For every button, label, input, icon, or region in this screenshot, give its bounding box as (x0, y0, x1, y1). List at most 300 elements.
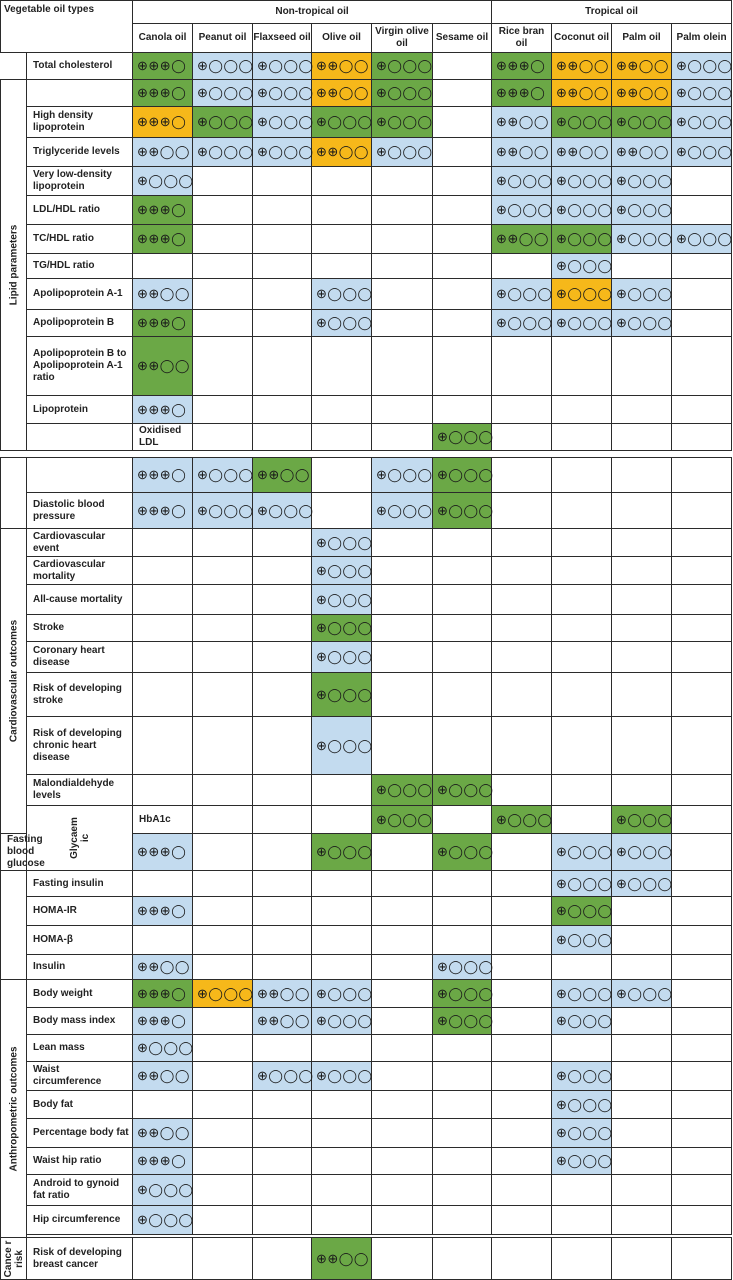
evidence-cell: ⊕⊕⊕◯ (133, 225, 193, 254)
evidence-cell (372, 1206, 433, 1235)
evidence-cell: ⊕◯◯◯ (253, 1062, 312, 1091)
evidence-cell (492, 529, 552, 557)
evidence-cell (253, 1175, 312, 1206)
evidence-cell (672, 167, 732, 196)
evidence-cell: ⊕◯◯◯ (193, 493, 253, 529)
evidence-cell: ⊕◯◯◯ (552, 926, 612, 955)
evidence-cell (253, 642, 312, 673)
row-label: Apolipoprotein A-1 (27, 279, 133, 310)
evidence-cell (492, 897, 552, 926)
evidence-cell: ⊕◯◯◯ (612, 196, 672, 225)
col-header-canola: Canola oil (133, 24, 193, 53)
evidence-cell (372, 1091, 433, 1119)
col-header-palm-olein: Palm olein (672, 24, 732, 53)
evidence-cell (372, 585, 433, 615)
evidence-cell (433, 80, 492, 107)
evidence-cell (193, 225, 253, 254)
evidence-cell (372, 1062, 433, 1091)
evidence-cell (672, 1119, 732, 1148)
evidence-cell (372, 424, 433, 451)
evidence-cell (492, 557, 552, 585)
evidence-cell: ⊕◯◯◯ (612, 167, 672, 196)
evidence-cell (433, 585, 492, 615)
evidence-cell (433, 717, 492, 775)
evidence-cell: ⊕◯◯◯ (193, 53, 253, 80)
evidence-cell (253, 1035, 312, 1062)
evidence-cell (492, 1008, 552, 1035)
evidence-cell: ⊕◯◯◯ (552, 1148, 612, 1175)
evidence-cell (312, 254, 372, 279)
evidence-cell: ⊕⊕◯◯ (253, 980, 312, 1008)
col-header-palm: Palm oil (612, 24, 672, 53)
evidence-cell (612, 926, 672, 955)
evidence-cell: ⊕◯◯◯ (372, 775, 433, 806)
evidence-cell (372, 196, 433, 225)
evidence-cell (612, 615, 672, 642)
table-row (1, 615, 732, 642)
row-label: Waist hip ratio (27, 1148, 133, 1175)
evidence-cell (612, 337, 672, 396)
evidence-cell (492, 673, 552, 717)
evidence-cell (372, 310, 433, 337)
evidence-cell: ⊕⊕⊕◯ (133, 107, 193, 138)
evidence-cell (372, 871, 433, 897)
evidence-cell (612, 955, 672, 980)
evidence-cell: ⊕◯◯◯ (372, 493, 433, 529)
evidence-cell (552, 585, 612, 615)
table-row (1, 1008, 732, 1035)
evidence-cell (672, 529, 732, 557)
evidence-cell (193, 1119, 253, 1148)
table-row (1, 1175, 732, 1206)
table-row (1, 80, 732, 107)
row-label: TG/HDL ratio (27, 254, 133, 279)
table-row (1, 107, 732, 138)
evidence-cell (433, 642, 492, 673)
evidence-cell (253, 1119, 312, 1148)
evidence-cell (433, 529, 492, 557)
evidence-cell: ⊕⊕⊕◯ (133, 196, 193, 225)
evidence-cell: ⊕◯◯◯ (312, 310, 372, 337)
evidence-cell (193, 1148, 253, 1175)
evidence-cell (253, 717, 312, 775)
evidence-cell (253, 310, 312, 337)
evidence-cell (312, 955, 372, 980)
evidence-cell (612, 396, 672, 424)
evidence-cell: ⊕◯◯◯ (372, 107, 433, 138)
evidence-cell: ⊕◯◯◯ (133, 1206, 193, 1235)
evidence-cell (492, 1119, 552, 1148)
evidence-cell: ⊕◯◯◯ (492, 806, 552, 834)
evidence-cell: ⊕◯◯◯ (193, 458, 253, 493)
row-label: High density lipoprotein (27, 107, 133, 138)
evidence-cell: ⊕◯◯◯ (312, 1008, 372, 1035)
evidence-cell: ⊕◯◯◯ (672, 80, 732, 107)
group-header-tropical: Tropical oil (492, 1, 732, 24)
evidence-cell (672, 585, 732, 615)
evidence-cell (193, 254, 253, 279)
evidence-cell (372, 557, 433, 585)
row-label: Very low-density lipoprotein (27, 167, 133, 196)
evidence-cell (193, 1008, 253, 1035)
evidence-cell: ⊕◯◯◯ (433, 955, 492, 980)
col-header-sesame: Sesame oil (433, 24, 492, 53)
row-label: Stroke (27, 615, 133, 642)
evidence-cell (552, 1206, 612, 1235)
evidence-cell (312, 806, 372, 834)
evidence-cell (312, 1148, 372, 1175)
evidence-cell (672, 310, 732, 337)
evidence-cell (433, 1148, 492, 1175)
row-label: Cardiovascular mortality (27, 557, 133, 585)
row-label: Percentage body fat (27, 1119, 133, 1148)
evidence-cell (133, 615, 193, 642)
evidence-cell (672, 1238, 732, 1280)
row-label: Waist circumference (27, 1062, 133, 1091)
evidence-cell (312, 1206, 372, 1235)
evidence-cell (433, 871, 492, 897)
evidence-cell (433, 926, 492, 955)
evidence-cell: ⊕⊕◯◯ (312, 138, 372, 167)
evidence-cell (193, 642, 253, 673)
evidence-cell (612, 642, 672, 673)
row-label: All-cause mortality (27, 585, 133, 615)
evidence-cell: ⊕◯◯◯ (253, 107, 312, 138)
table-row (1, 279, 732, 310)
evidence-cell (612, 585, 672, 615)
evidence-cell (552, 1175, 612, 1206)
row-label: Diastolic blood pressure (27, 493, 133, 529)
evidence-cell: ⊕◯◯◯ (672, 225, 732, 254)
row-label: Insulin (27, 955, 133, 980)
evidence-cell: ⊕⊕⊕◯ (133, 396, 193, 424)
evidence-cell (552, 1035, 612, 1062)
evidence-cell: ⊕⊕⊕◯ (133, 310, 193, 337)
row-label: LDL/HDL ratio (27, 196, 133, 225)
evidence-cell (193, 1062, 253, 1091)
evidence-cell (433, 396, 492, 424)
evidence-cell (193, 806, 253, 834)
evidence-cell (253, 1148, 312, 1175)
category-lipid: Lipid parameters (1, 80, 27, 451)
evidence-cell (433, 225, 492, 254)
evidence-cell (492, 1091, 552, 1119)
evidence-cell (372, 396, 433, 424)
evidence-cell: ⊕⊕⊕◯ (133, 458, 193, 493)
evidence-cell (433, 1119, 492, 1148)
evidence-cell (193, 196, 253, 225)
table-row (1, 1091, 732, 1119)
evidence-cell (193, 871, 253, 897)
evidence-cell (372, 254, 433, 279)
evidence-cell (372, 673, 433, 717)
evidence-cell (552, 615, 612, 642)
evidence-cell (552, 955, 612, 980)
evidence-cell: ⊕⊕⊕◯ (133, 1008, 193, 1035)
table-row (1, 254, 732, 279)
evidence-cell: ⊕◯◯◯ (552, 167, 612, 196)
spacer-row (1, 451, 732, 458)
evidence-cell: ⊕⊕◯◯ (253, 458, 312, 493)
evidence-cell (433, 1062, 492, 1091)
evidence-cell (552, 529, 612, 557)
evidence-cell: ⊕⊕◯◯ (133, 1062, 193, 1091)
evidence-cell (193, 897, 253, 926)
evidence-cell: ⊕◯◯◯ (372, 138, 433, 167)
evidence-cell (193, 717, 253, 775)
evidence-cell (372, 1119, 433, 1148)
evidence-cell (433, 279, 492, 310)
evidence-cell: ⊕◯◯◯ (253, 493, 312, 529)
evidence-cell: ⊕⊕⊕◯ (492, 53, 552, 80)
evidence-cell (253, 337, 312, 396)
evidence-cell: ⊕◯◯◯ (672, 53, 732, 80)
evidence-cell (672, 980, 732, 1008)
evidence-cell (133, 926, 193, 955)
evidence-cell (133, 871, 193, 897)
evidence-cell: ⊕◯◯◯ (133, 1035, 193, 1062)
evidence-cell: ⊕◯◯◯ (133, 1175, 193, 1206)
evidence-cell (672, 396, 732, 424)
evidence-cell: ⊕◯◯◯ (312, 1062, 372, 1091)
evidence-cell: ⊕◯◯◯ (372, 53, 433, 80)
category-insulin (1, 871, 27, 980)
evidence-cell (372, 1008, 433, 1035)
evidence-cell (612, 1035, 672, 1062)
evidence-cell (672, 1175, 732, 1206)
evidence-cell (253, 529, 312, 557)
evidence-cell (372, 1035, 433, 1062)
evidence-cell (193, 1175, 253, 1206)
category-anthro: Anthropometric outcomes (1, 980, 27, 1238)
evidence-cell (193, 529, 253, 557)
evidence-cell: ⊕⊕◯◯ (133, 279, 193, 310)
evidence-cell (672, 871, 732, 897)
evidence-cell: ⊕◯◯◯ (193, 107, 253, 138)
evidence-cell (672, 926, 732, 955)
evidence-cell: ⊕◯◯◯ (312, 615, 372, 642)
evidence-cell (492, 871, 552, 897)
evidence-cell (672, 1062, 732, 1091)
evidence-cell: ⊕◯◯◯ (433, 493, 492, 529)
evidence-cell (492, 585, 552, 615)
evidence-cell: ⊕◯◯◯ (552, 834, 612, 871)
evidence-cell (193, 615, 253, 642)
evidence-cell: ⊕◯◯◯ (312, 557, 372, 585)
evidence-cell (193, 834, 253, 871)
evidence-cell (193, 1035, 253, 1062)
table-row (1, 529, 732, 557)
evidence-cell (492, 1175, 552, 1206)
evidence-cell (253, 615, 312, 642)
evidence-cell (253, 254, 312, 279)
evidence-cell (552, 458, 612, 493)
evidence-cell: ⊕◯◯◯ (672, 107, 732, 138)
evidence-cell: ⊕⊕◯◯ (133, 138, 193, 167)
evidence-cell: ⊕◯◯◯ (552, 1091, 612, 1119)
evidence-cell: ⊕⊕◯◯ (552, 80, 612, 107)
evidence-cell: ⊕◯◯◯ (133, 167, 193, 196)
table-row (1, 1206, 732, 1235)
evidence-cell: ⊕◯◯◯ (552, 310, 612, 337)
evidence-cell (253, 806, 312, 834)
evidence-cell: ⊕◯◯◯ (552, 254, 612, 279)
evidence-cell (433, 337, 492, 396)
row-label: Fasting blood glucose (1, 834, 27, 871)
evidence-cell (492, 1238, 552, 1280)
evidence-cell (672, 458, 732, 493)
evidence-cell (193, 1091, 253, 1119)
evidence-cell: ⊕◯◯◯ (492, 279, 552, 310)
row-label: HOMA-IR (27, 897, 133, 926)
evidence-cell: ⊕⊕⊕◯ (133, 80, 193, 107)
evidence-cell: ⊕⊕◯◯ (492, 138, 552, 167)
evidence-cell (372, 834, 433, 871)
evidence-cell (612, 897, 672, 926)
row-label: Body fat (27, 1091, 133, 1119)
evidence-cell (672, 279, 732, 310)
evidence-cell (253, 585, 312, 615)
evidence-cell (253, 167, 312, 196)
evidence-cell (253, 557, 312, 585)
evidence-cell (612, 775, 672, 806)
table-row (1, 337, 732, 396)
evidence-cell (372, 337, 433, 396)
evidence-cell (372, 717, 433, 775)
evidence-cell (312, 897, 372, 926)
row-label: HbA1c (133, 806, 193, 834)
evidence-cell (253, 775, 312, 806)
table-row (1, 806, 732, 834)
row-label: Apolipoprotein B to Apolipoprotein A-1 ratio (27, 337, 133, 396)
evidence-cell: ⊕◯◯◯ (253, 138, 312, 167)
evidence-cell (552, 717, 612, 775)
evidence-cell (193, 673, 253, 717)
table-row (1, 557, 732, 585)
evidence-cell (672, 897, 732, 926)
row-label (27, 458, 133, 493)
evidence-cell (433, 1238, 492, 1280)
evidence-cell: ⊕⊕◯◯ (612, 138, 672, 167)
evidence-cell (552, 1238, 612, 1280)
evidence-cell (433, 557, 492, 585)
evidence-cell: ⊕⊕◯◯ (492, 107, 552, 138)
evidence-cell (312, 871, 372, 897)
table-row (1, 1148, 732, 1175)
evidence-cell (133, 529, 193, 557)
row-label: Body mass index (27, 1008, 133, 1035)
evidence-cell (133, 775, 193, 806)
evidence-cell (433, 196, 492, 225)
evidence-cell (372, 167, 433, 196)
row-label: Apolipoprotein B (27, 310, 133, 337)
evidence-cell (193, 955, 253, 980)
row-label: HOMA-β (27, 926, 133, 955)
evidence-cell (612, 1175, 672, 1206)
corner-header: Vegetable oil types (1, 1, 133, 53)
evidence-cell (312, 926, 372, 955)
evidence-cell (372, 955, 433, 980)
row-label: Total cholesterol (27, 53, 133, 80)
evidence-cell: ⊕◯◯◯ (193, 980, 253, 1008)
evidence-cell: ⊕◯◯◯ (492, 196, 552, 225)
evidence-cell (433, 53, 492, 80)
evidence-cell: ⊕⊕◯◯ (552, 53, 612, 80)
evidence-cell (312, 1119, 372, 1148)
evidence-cell (612, 1206, 672, 1235)
evidence-cell: ⊕◯◯◯ (193, 138, 253, 167)
category-blood-pressure (1, 458, 27, 529)
evidence-cell (253, 897, 312, 926)
evidence-cell (552, 806, 612, 834)
evidence-cell (253, 673, 312, 717)
evidence-cell (672, 775, 732, 806)
evidence-cell (612, 1091, 672, 1119)
evidence-cell (193, 279, 253, 310)
evidence-cell: ⊕⊕◯◯ (253, 1008, 312, 1035)
evidence-cell: ⊕◯◯◯ (552, 196, 612, 225)
evidence-cell (372, 279, 433, 310)
evidence-cell: ⊕◯◯◯ (433, 834, 492, 871)
evidence-cell (612, 1238, 672, 1280)
evidence-cell (193, 585, 253, 615)
evidence-cell (492, 254, 552, 279)
evidence-cell (312, 225, 372, 254)
evidence-cell (253, 1206, 312, 1235)
evidence-cell (492, 615, 552, 642)
table-row (1, 225, 732, 254)
table-row (1, 955, 732, 980)
table-row (1, 424, 732, 451)
evidence-cell (433, 254, 492, 279)
evidence-cell (552, 396, 612, 424)
evidence-cell (193, 310, 253, 337)
evidence-cell (312, 493, 372, 529)
evidence-cell (672, 806, 732, 834)
evidence-cell (492, 1062, 552, 1091)
table-row (1, 1119, 732, 1148)
row-label: TC/HDL ratio (27, 225, 133, 254)
category-cardio: Cardiovascular outcomes (1, 529, 27, 834)
evidence-cell (133, 673, 193, 717)
evidence-cell (552, 642, 612, 673)
evidence-cell (672, 642, 732, 673)
evidence-cell (672, 1148, 732, 1175)
evidence-cell (552, 673, 612, 717)
evidence-cell: ⊕◯◯◯ (433, 424, 492, 451)
evidence-cell (672, 337, 732, 396)
evidence-cell (552, 337, 612, 396)
evidence-cell: ⊕⊕◯◯ (312, 53, 372, 80)
evidence-cell (433, 806, 492, 834)
evidence-cell: ⊕◯◯◯ (612, 834, 672, 871)
table-row (1, 167, 732, 196)
row-label: Cardiovascular event (27, 529, 133, 557)
evidence-cell (552, 775, 612, 806)
evidence-cell (253, 225, 312, 254)
evidence-cell (492, 1035, 552, 1062)
evidence-cell (672, 673, 732, 717)
evidence-cell (312, 458, 372, 493)
evidence-cell (253, 1091, 312, 1119)
evidence-cell: ⊕◯◯◯ (612, 279, 672, 310)
evidence-cell (492, 396, 552, 424)
table-row (1, 585, 732, 615)
row-label: Fasting insulin (27, 871, 133, 897)
evidence-cell: ⊕⊕◯◯ (612, 80, 672, 107)
evidence-cell (133, 557, 193, 585)
evidence-cell: ⊕◯◯◯ (552, 225, 612, 254)
